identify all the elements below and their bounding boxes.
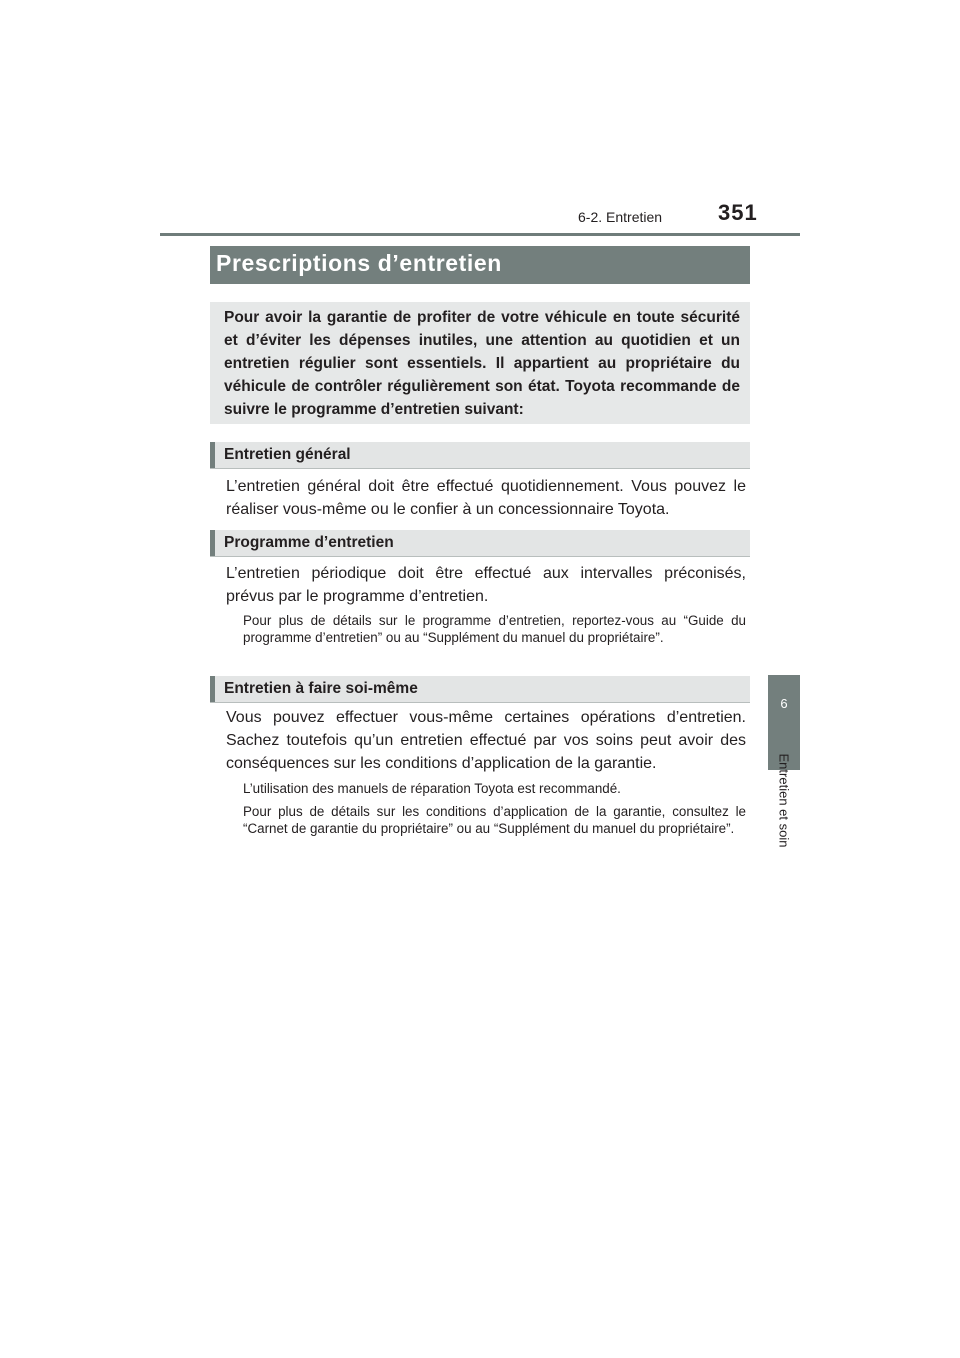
page-title: Prescriptions d’entretien xyxy=(216,250,502,276)
heading-marker xyxy=(210,530,215,556)
chapter-side-label xyxy=(776,745,792,855)
heading-marker xyxy=(210,442,215,468)
note-manuels-reparation: L’utilisation des manuels de réparation Toyota est recommandé. xyxy=(243,781,621,796)
heading-entretien-general xyxy=(210,442,750,469)
paragraph-entretien-soi-meme: Vous pouvez effectuer vous-même certaines opérations d’entretien. Sachez toutefois qu’un entretien effectué par vos soins peut avoir des conséquences sur les conditions d’application de la garantie. xyxy=(226,709,746,772)
heading-text: Entretien général xyxy=(224,446,351,463)
heading-entretien-soi-meme xyxy=(210,676,750,703)
page-number: 351 xyxy=(718,200,758,225)
section-label: 6-2. Entretien xyxy=(578,209,663,225)
page-title-bar xyxy=(210,246,750,284)
header-divider xyxy=(160,233,800,236)
paragraph-programme-entretien: L’entretien périodique doit être effectué aux intervalles préconisés, prévus par le programme d’entretien. xyxy=(226,565,746,605)
heading-programme-entretien xyxy=(210,530,750,557)
heading-text: Programme d’entretien xyxy=(224,534,394,551)
heading-marker xyxy=(210,676,215,702)
note-programme-entretien: Pour plus de détails sur le programme d’entretien, reportez-vous au “Guide du programme d’entretien” ou au “Supplément du manuel du propriétaire”. xyxy=(243,613,746,645)
paragraph-entretien-general: L’entretien général doit être effectué quotidiennement. Vous pouvez le réaliser vous-même ou le confier à un concessionnaire Toyota. xyxy=(226,478,746,518)
heading-text: Entretien à faire soi-même xyxy=(224,680,418,697)
intro-text: Pour avoir la garantie de profiter de votre véhicule en toute sécurité et d’éviter les dépenses inutiles, une attention au quotidien et un entretien régulier sont essentiels. Il appartient au propriétaire du véhicule de contrôler régulièrement son état. Toyota recommande de suivre le programme d’entretien suivant: xyxy=(224,309,740,418)
note-conditions-garantie: Pour plus de détails sur les conditions d’application de la garantie, consultez le “Carnet de garantie du propriétaire” ou au “Supplément du manuel du propriétaire”. xyxy=(243,804,746,836)
intro-box xyxy=(210,302,750,424)
chapter-label-text: Entretien et soin xyxy=(776,753,792,848)
chapter-tab: 6 xyxy=(768,675,800,770)
